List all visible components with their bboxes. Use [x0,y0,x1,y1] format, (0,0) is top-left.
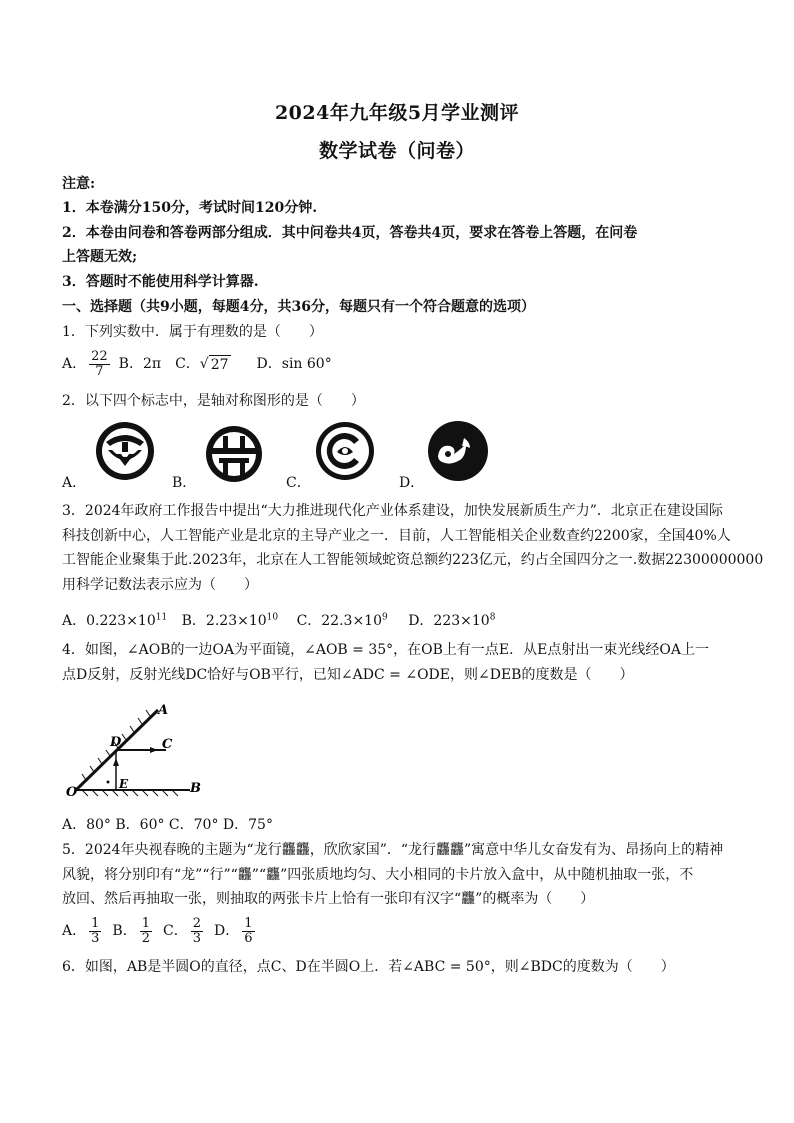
q1-options [62,346,732,382]
q5-line-2: 风貌，将分别印有“龙”“行”“龘”“龘”四张质地均匀、大小相同的卡片放入盒中，从中随机抽取一张，不 [62,867,694,883]
q4-label-c: C [162,737,173,752]
q4-label-d: D [110,735,122,750]
section-heading: 一、选择题（共9小题，每题4分，共36分，每题只有一个符合题意的选项） [62,299,535,315]
q6-stem: 6．如图，AB是半圆O的直径，点C、D在半圆O上．若∠ABC = 50°，则∠BDC的度数为（ ） [62,959,675,975]
q2-label-a: A． [62,475,87,491]
q2-label-c: C． [286,475,311,491]
q2-stem: 2．以下四个标志中，是轴对称图形的是（ ） [62,393,365,409]
q1-opt-c-label: C． [175,356,200,372]
q4-label-e: E [119,777,129,791]
logo-c-icon [313,420,377,482]
logo-d-icon [426,420,490,482]
q1-opt-d: D．sin 60° [256,356,332,372]
q1-opt-a-fraction [89,350,110,379]
q4-label-o: O [66,785,78,800]
q1-opt-c-radicand: 27 [210,356,229,373]
logo-b-icon [203,424,265,484]
q3-line-2: 科技创新中心，人工智能产业是北京的主导产业之一．目前，人工智能相关企业数查约2200家，全国40%人 [62,528,731,544]
q3-opt-d: D．$223\times 10^8$ [408,612,496,629]
q5-options [62,912,732,950]
q3-opt-c: C．$22.3\times 10^9$ [296,612,388,629]
q5-opt-c-fraction: $\frac{2}{3}$ [192,915,201,946]
q2-label-d: D． [399,475,425,491]
q5-opt-b-label: B． [112,923,137,939]
q4-line-1: 4．如图，∠AOB的一边OA为平面镜，∠AOB = 35°，在OB上有一点E．从E点射出一束光线经OA上一 [62,642,709,658]
q3-line-1: 3．2024年政府工作报告中提出“大力推进现代化产业体系建设，加快发展新质生产力”．北京正在建设国际 [62,503,723,519]
q1-opt-a-label: A． [62,356,87,372]
q5-opt-a-fraction: $\frac{1}{3}$ [91,915,100,946]
q1-stem: 1．下列实数中．属于有理数的是（ ） [62,324,323,340]
q1-opt-a-den: 7 [95,363,104,379]
q5-line-3: 放回、然后再抽取一张，则抽取的两张卡片上恰有一张印有汉字“龘”的概率为（ ） [62,891,595,907]
exam-title: 2024年九年级5月学业测评 [274,102,520,124]
q4-line-2: 点D反射，反射光线DC恰好与OB平行，已知∠ADC = ∠ODE，则∠DEB的度数是（ ） [62,667,634,683]
q5-opt-d-label: D． [213,923,240,939]
q3-opt-b: B．$2.23\times 10^{10}$ [181,612,279,629]
q2-label-b: B． [172,475,197,491]
notice-item-2: 2．本卷由问卷和答卷两部分组成．其中问卷共4页，答卷共4页，要求在答卷上答题，在问卷 [62,225,638,241]
notice-item-1: 1．本卷满分150分，考试时间120分钟. [62,200,318,216]
q4-label-b: B [190,781,201,796]
q5-line-1: 5．2024年央视春晚的主题为“龙行龘龘，欣欣家国”．“龙行龘龘”寓意中华儿女奋发有为、昂扬向上的精神 [62,842,724,858]
q4-options: A．80° B．60° C．70° D．75° [62,817,273,833]
q1-opt-b: B．2π [118,356,162,372]
sqrt-icon: √ [199,356,209,372]
q4-figure [62,700,212,800]
q1-opt-a-num: 22 [91,348,108,364]
q5-opt-b-fraction: $\frac{1}{2}$ [141,915,150,946]
notice-item-2-cont: 上答题无效; [62,249,138,265]
q5-opt-d-fraction: $\frac{1}{6}$ [244,915,253,946]
q3-line-4: 用科学记数法表示应为（ ） [62,577,258,593]
q3-line-3: 工智能企业聚集于此.2023年，北京在人工智能领域蛇资总额约223亿元，约占全国四分之一.数据22300000000 [62,552,764,568]
q5-opt-c-label: C． [162,923,188,939]
q3-options [62,608,732,630]
q4-label-a: A [158,703,169,718]
notice-heading: 注意: [62,176,96,192]
exam-subtitle: 数学试卷（问卷） [318,140,475,162]
logo-a-icon [92,420,158,482]
q3-opt-a: A．$0.223\times 10^{11}$ [62,612,168,629]
notice-item-3: 3．答题时不能使用科学计算器. [62,274,259,290]
q5-opt-a-label: A． [62,923,87,939]
